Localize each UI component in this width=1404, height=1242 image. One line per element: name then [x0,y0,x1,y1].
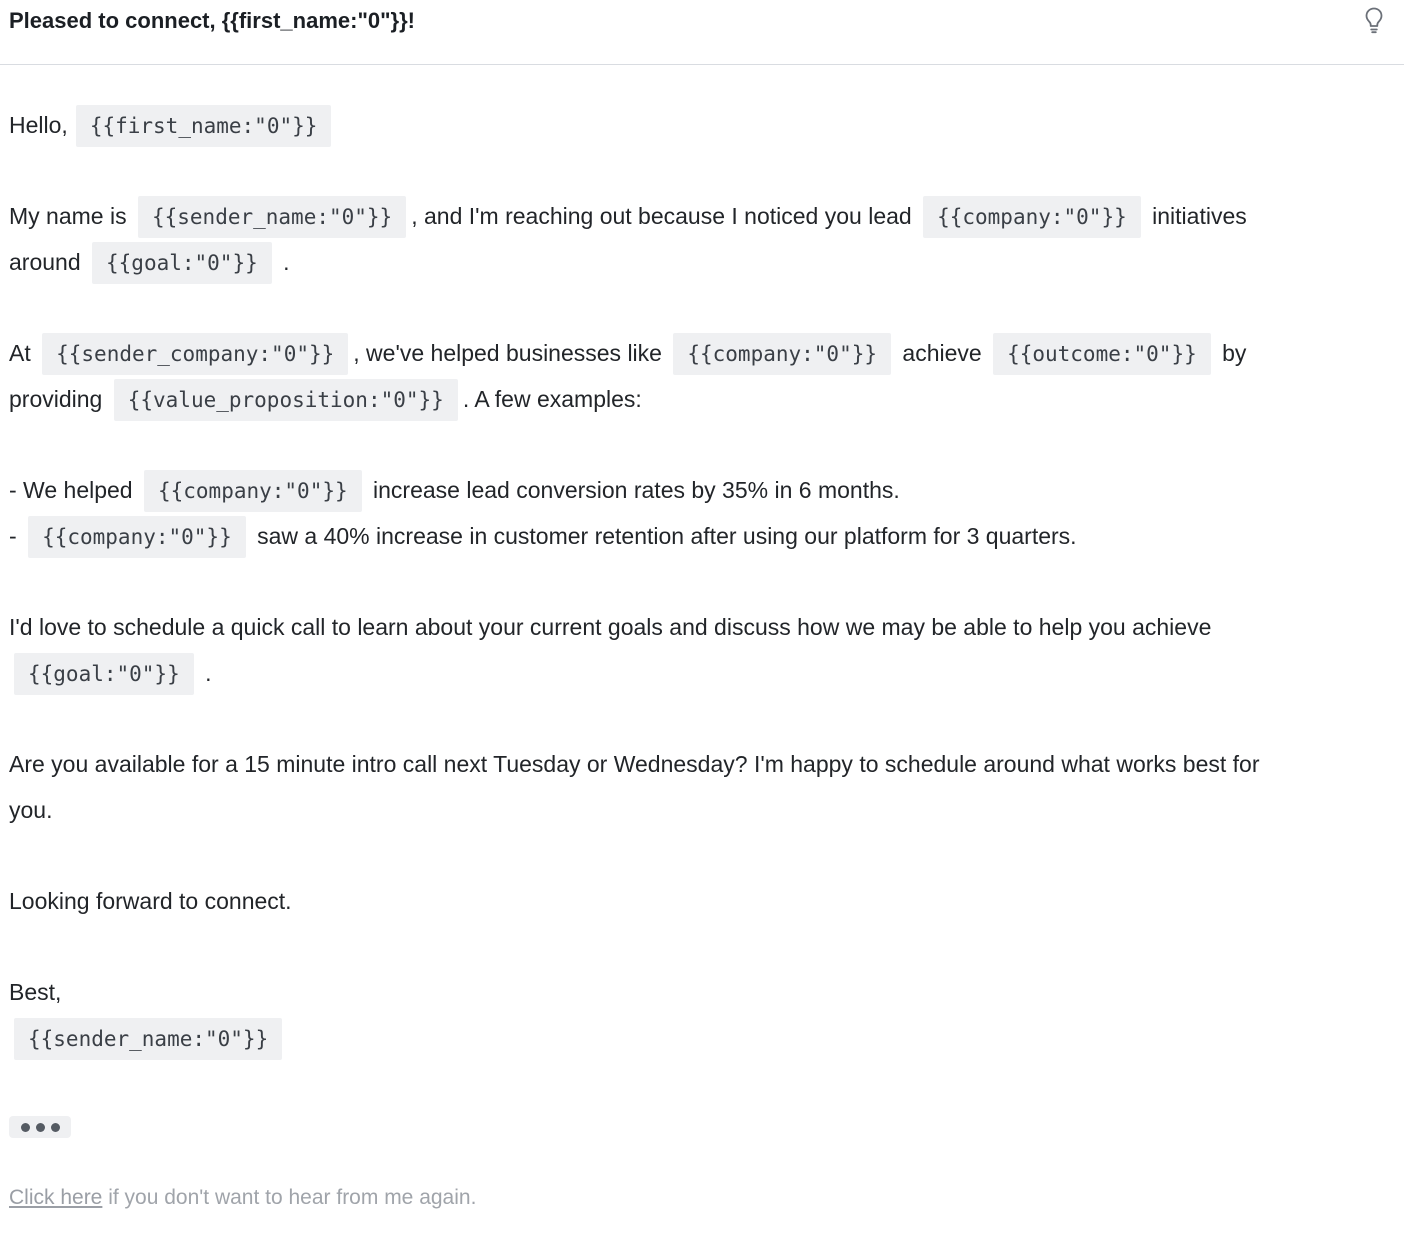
signoff-text: Best, [9,979,62,1005]
value-text-3: achieve [902,340,982,366]
intro-text-5: . [283,249,290,275]
unsubscribe-footer [9,1186,476,1210]
call-text-1: I'd love to schedule a quick call to learn about your current goals and discuss how we may be able to help you achieve [9,614,1212,640]
variable-chip-sender-name[interactable]: {{sender_name:"0"}} [14,1018,282,1060]
dot [51,1123,60,1132]
value-text-5: providing [9,386,103,412]
variable-chip-value-proposition[interactable]: {{value_proposition:"0"}} [114,379,458,421]
availability-line-2: you. [9,797,53,823]
closing-paragraph [9,878,1389,924]
variable-chip-goal[interactable]: {{goal:"0"}} [14,653,194,695]
ellipsis-icon[interactable] [9,1116,71,1138]
subject-bar [0,0,1404,65]
call-paragraph [9,604,1389,696]
value-text-6: . A few examples: [462,386,642,412]
greeting-paragraph [9,102,1389,148]
example-2-suffix: saw a 40% increase in customer retention after using our platform for 3 quarters. [257,523,1077,549]
intro-text-3: initiatives [1152,203,1247,229]
unsubscribe-link[interactable]: Click here [9,1186,103,1209]
example-item [9,467,1389,513]
value-text-4: by [1222,340,1247,366]
email-body[interactable] [9,102,1389,1106]
availability-line-1: Are you available for a 15 minute intro call next Tuesday or Wednesday? I'm happy to schedule around what works best for [9,751,1260,777]
dot [21,1123,30,1132]
examples-paragraph [9,467,1389,559]
intro-paragraph [9,193,1389,285]
unsubscribe-text: if you don't want to hear from me again. [102,1186,477,1209]
intro-text-2: , and I'm reaching out because I noticed you lead [411,203,912,229]
value-text-1: At [9,340,31,366]
dot [36,1123,45,1132]
example-1-prefix: - We helped [9,477,133,503]
example-2-prefix: - [9,523,17,549]
variable-chip-outcome[interactable]: {{outcome:"0"}} [993,333,1211,375]
greeting-text: Hello, [9,112,68,138]
value-paragraph [9,330,1389,422]
variable-chip-company[interactable]: {{company:"0"}} [144,470,362,512]
example-1-suffix: increase lead conversion rates by 35% in 6 months. [373,477,900,503]
example-item [9,513,1389,559]
variable-chip-company[interactable]: {{company:"0"}} [28,516,246,558]
variable-chip-company[interactable]: {{company:"0"}} [923,196,1141,238]
lightbulb-icon[interactable] [1362,6,1386,34]
signoff-paragraph [9,969,1389,1061]
variable-chip-sender-company[interactable]: {{sender_company:"0"}} [42,333,348,375]
variable-chip-company[interactable]: {{company:"0"}} [673,333,891,375]
variable-chip-sender-name[interactable]: {{sender_name:"0"}} [138,196,406,238]
email-subject[interactable]: Pleased to connect, {{first_name:"0"}}! [9,8,415,33]
variable-chip-first-name[interactable]: {{first_name:"0"}} [76,105,332,147]
closing-text: Looking forward to connect. [9,888,292,914]
intro-text-1: My name is [9,203,127,229]
intro-text-4: around [9,249,81,275]
availability-paragraph [9,741,1389,833]
variable-chip-goal[interactable]: {{goal:"0"}} [92,242,272,284]
value-text-2: , we've helped businesses like [353,340,662,366]
call-text-2: . [205,660,212,686]
